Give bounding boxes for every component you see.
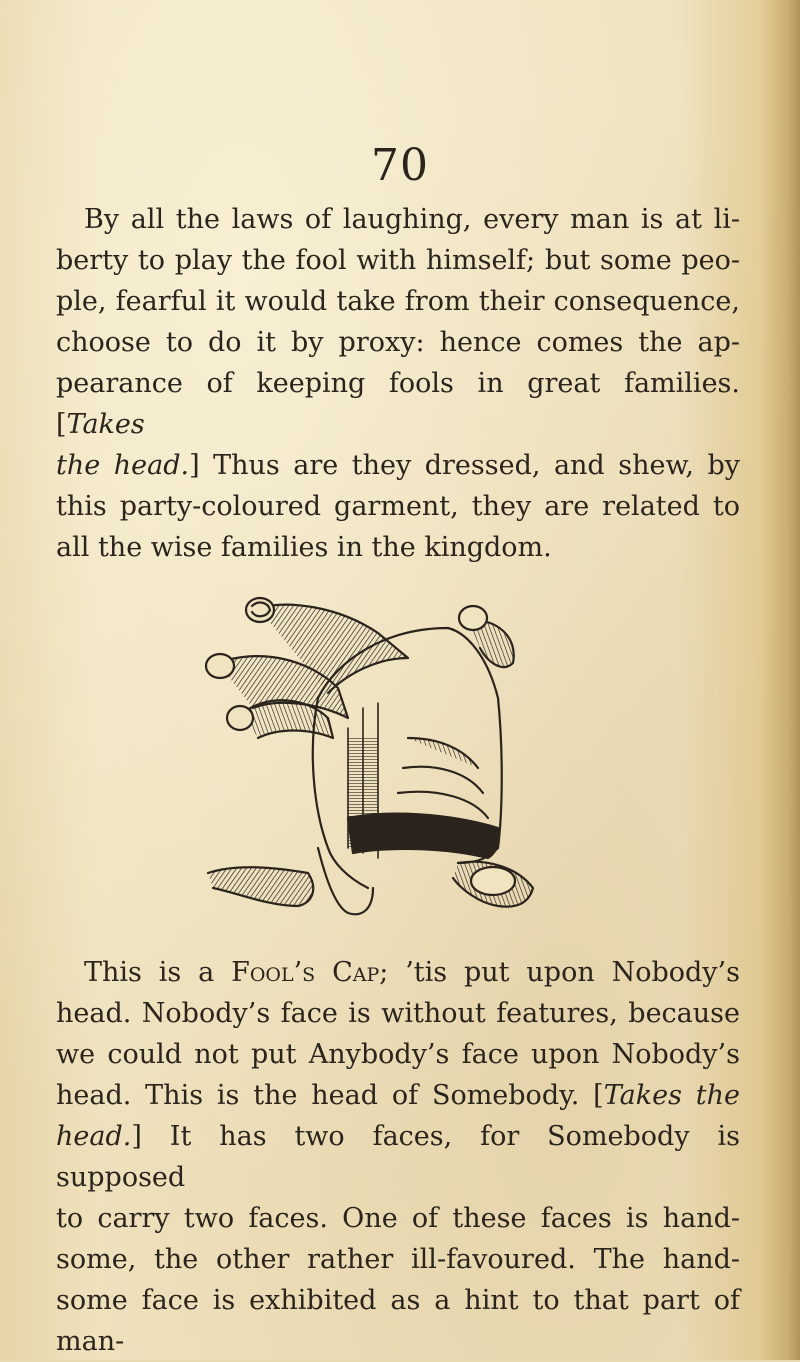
text-line	[56, 993, 740, 1034]
text-line	[56, 1280, 740, 1362]
text-line-content: some, the other rather ill-favoured. The hand-	[56, 1244, 740, 1275]
text-line	[56, 363, 740, 445]
text-line	[56, 240, 740, 281]
text-line	[56, 1116, 740, 1198]
text-line-content: all the wise families in the kingdom.	[56, 532, 552, 563]
stage-direction: Takes the	[603, 1080, 740, 1111]
text-line-content: some face is exhibited as a hint to that part of man-	[56, 1285, 740, 1357]
text-line-content: This is a	[84, 957, 232, 988]
text-line	[56, 199, 740, 240]
page-number: 70	[371, 140, 429, 191]
fools-cap-term: Fool’s Cap	[231, 957, 380, 988]
page-edge-shadow	[760, 0, 800, 1360]
paragraph-2	[56, 952, 740, 1362]
text-line-content: to carry two faces. One of these faces is hand-	[56, 1203, 740, 1234]
stage-direction: head.	[56, 1121, 132, 1152]
text-line-content: head. Nobody’s face is without features, because	[56, 998, 740, 1029]
text-line-content: ] Thus are they dressed, and shew, by	[189, 450, 740, 481]
text-line	[56, 445, 740, 486]
text-line-content: ple, fearful it would take from their consequence,	[56, 286, 740, 317]
text-line-content: head. This is the head of Somebody. [	[56, 1080, 604, 1111]
paragraph-1	[56, 199, 740, 568]
text-line-content: ] It has two faces, for Somebody is supposed	[56, 1121, 740, 1193]
text-line	[56, 527, 740, 568]
text-line-content: choose to do it by proxy: hence comes the ap-	[56, 327, 740, 358]
text-line	[56, 322, 740, 363]
text-line	[56, 281, 740, 322]
text-line-content: we could not put Anybody’s face upon Nobody’s	[56, 1039, 740, 1070]
stage-direction: the head.	[56, 450, 190, 481]
text-line	[56, 952, 740, 993]
text-line-content: ; ’tis put upon Nobody’s	[379, 957, 740, 988]
text-line-content: this party-coloured garment, they are related to	[56, 491, 740, 522]
fools-cap-illustration	[198, 588, 558, 928]
text-line-content: By all the laws of laughing, every man is at li-	[84, 204, 740, 235]
text-line	[56, 1075, 740, 1116]
text-line	[56, 1239, 740, 1280]
stage-direction: Takes	[66, 409, 145, 440]
text-line-content: pearance of keeping fools in great families. [	[56, 368, 740, 440]
text-line	[56, 486, 740, 527]
text-line-content: berty to play the fool with himself; but some peo-	[56, 245, 740, 276]
text-line	[56, 1034, 740, 1075]
text-line	[56, 1198, 740, 1239]
